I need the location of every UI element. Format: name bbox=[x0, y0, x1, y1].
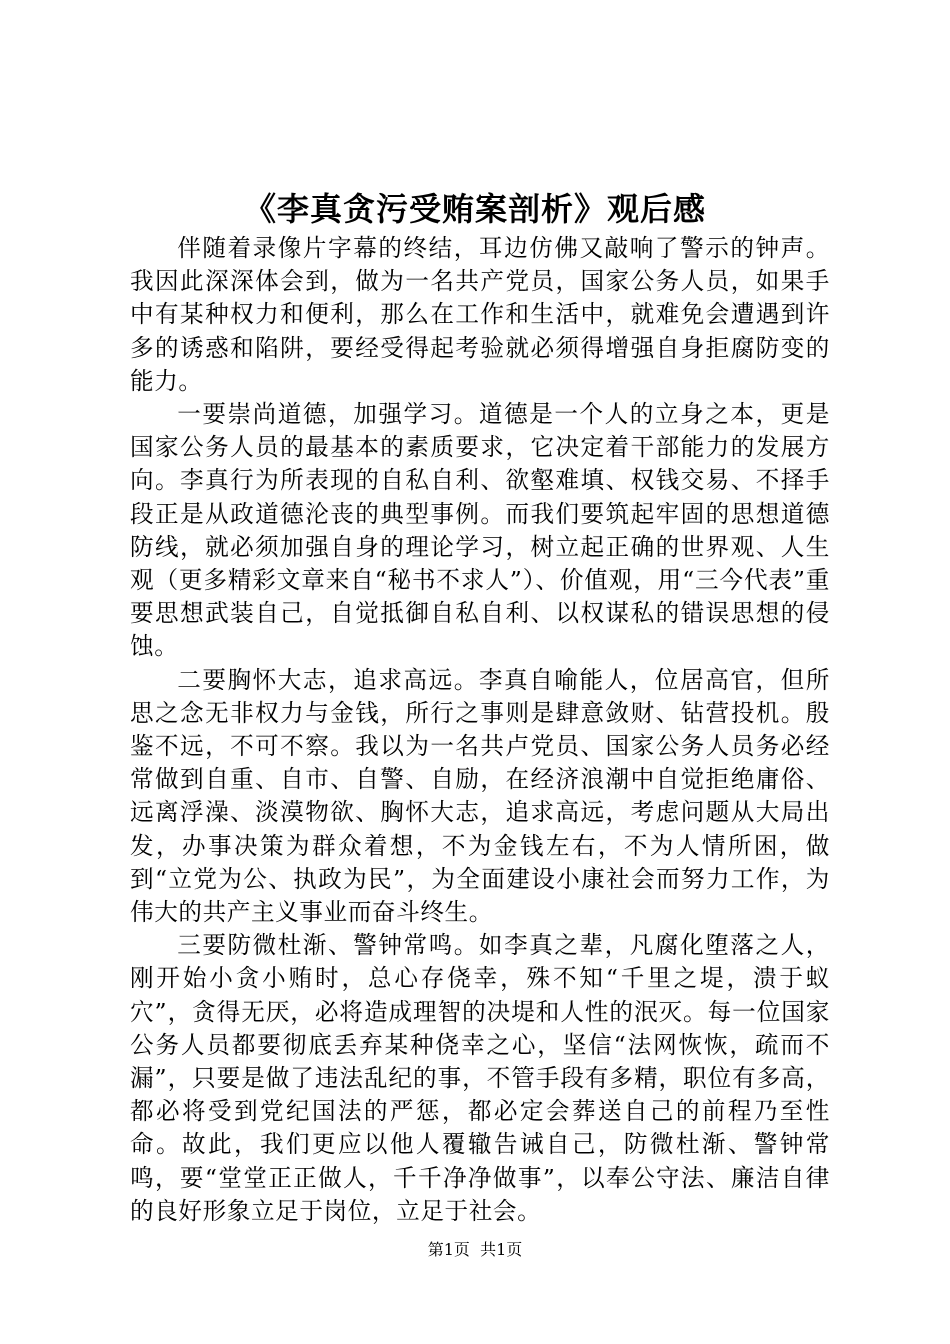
paragraph-intro: 伴随着录像片字幕的终结，耳边仿佛又敲响了警示的钟声。我因此深深体会到，做为一名共产党员，国家公务人员，如果手中有某种权力和便利，那么在工作和生活中，就难免会遭遇到许多的诱惑和陷阱，要经受得起考验就必须得增强自身拒腐防变的能力。 bbox=[130, 234, 830, 395]
footer-separator bbox=[470, 1240, 480, 1259]
page-number: 第1页 bbox=[427, 1240, 470, 1259]
paragraph-point-one: 一要崇尚道德，加强学习。道德是一个人的立身之本，更是国家公务人员的最基本的素质要求，它决定着干部能力的发展方向。李真行为所表现的自私自利、欲壑难填、权钱交易、不择手段正是从政道德沦丧的典型事例。而我们要筑起牢固的思想道德防线，就必须加强自身的理论学习，树立起正确的世界观、人生观（更多精彩文章来自“秘书不求人”）、价值观，用“三今代表”重要思想武装自己，自觉抵御自私自利、以权谋私的错误思想的侵蚀。 bbox=[130, 400, 830, 661]
page-total: 共1页 bbox=[480, 1240, 523, 1259]
document-title: 《李真贪污受贿案剖析》观后感 bbox=[243, 190, 706, 228]
paragraph-point-two: 二要胸怀大志，追求高远。李真自喻能人，位居高官，但所思之念无非权力与金钱，所行之事则是肆意敛财、钻营投机。殷鉴不远，不可不察。我以为一名共卢党员、国家公务人员务必经常做到自重、自市、自警、自励，在经济浪潮中自觉拒绝庸俗、远离浮澡、淡漠物欲、胸怀大志，追求高远，考虑问题从大局出发，办事决策为群众着想，不为金钱左右，不为人情所困，做到“立党为公、执政为民”，为全面建设小康社会而努力工作，为伟大的共产主义事业而奋斗终生。 bbox=[130, 665, 830, 927]
paragraph-point-three: 三要防微杜渐、警钟常鸣。如李真之辈，凡腐化堕落之人，刚开始小贪小贿时，总心存侥幸，殊不知“千里之堤，溃于蚁穴”，贪得无厌，必将造成理智的决堤和人性的泯灭。每一位国家公务人员都要彻底丢弃某种侥幸之心，坚信“法网恢恢，疏而不漏”，只要是做了违法乱纪的事，不管手段有多精，职位有多高，都必将受到党纪国法的严惩，都必定会葬送自己的前程乃至性命。故此，我们更应以他人覆辙告诫自己，防微杜渐、警钟常鸣，要“堂堂正正做人，千千净净做事”，以奉公守法、廉洁自律的良好形象立足于岗位，立足于社会。 bbox=[130, 931, 830, 1225]
page-footer bbox=[0, 1240, 950, 1260]
document-body bbox=[130, 232, 830, 1228]
